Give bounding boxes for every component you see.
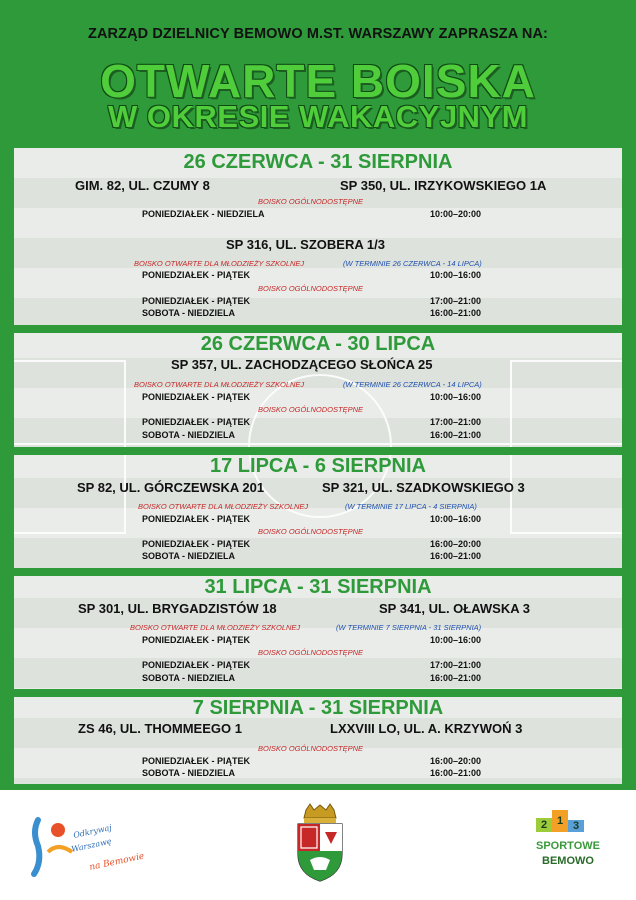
section-3-row3-day: SOBOTA - NIEDZIELA	[142, 551, 235, 561]
section-3-dates: 17 LIPCA - 6 SIERPNIA	[210, 455, 426, 477]
section-4-row2-day: PONIEDZIAŁEK - PIĄTEK	[142, 660, 251, 670]
section-1-youth-term: (W TERMINIE 26 CZERWCA - 14 LIPCA)	[343, 259, 482, 268]
section-2-youth-term: (W TERMINIE 26 CZERWCA - 14 LIPCA)	[343, 380, 482, 389]
svg-text:Odkrywaj: Odkrywaj	[72, 823, 113, 840]
section-1-public-label: BOISKO OGÓLNODOSTĘPNE	[258, 197, 364, 206]
section-2-row2-time: 17:00–21:00	[430, 417, 482, 427]
svg-text:na Bemowie: na Bemowie	[88, 851, 146, 873]
section-4-row1-time: 10:00–16:00	[430, 635, 482, 645]
section-1-row4-time: 16:00–21:00	[430, 308, 482, 318]
section-1-address-a: GIM. 82, UL. CZUMY 8	[75, 178, 210, 193]
sportowe-bemowo-logo	[528, 810, 608, 882]
section-4-row3-day: SOBOTA - NIEDZIELA	[142, 673, 235, 683]
section-3-row1-time: 10:00–16:00	[430, 514, 482, 524]
section-1-row4-day: SOBOTA - NIEDZIELA	[142, 308, 235, 318]
section-4-youth-term: (W TERMINIE 7 SIERPNIA - 31 SIERPNIA)	[336, 623, 482, 632]
section-5-dates: 7 SIERPNIA - 31 SIERPNIA	[192, 697, 444, 719]
section-5-row1-day: PONIEDZIAŁEK - PIĄTEK	[142, 756, 251, 766]
section-4-address-a: SP 301, UL. BRYGADZISTÓW 18	[78, 601, 277, 616]
podium-first: 1	[552, 810, 568, 832]
section-1-row1-time: 10:00–20:00	[430, 209, 482, 219]
section-divider	[14, 447, 622, 455]
main-subtitle: W OKRESIE WAKACYJNYM	[108, 99, 528, 134]
section-1-row1-day: PONIEDZIAŁEK - NIEDZIELA	[142, 209, 265, 219]
logo-text-bemowo: BEMOWO	[542, 855, 594, 867]
section-5-row2-time: 16:00–21:00	[430, 768, 482, 778]
section-3-row2-time: 16:00–20:00	[430, 539, 482, 549]
section-3-address-b: SP 321, UL. SZADKOWSKIEGO 3	[322, 480, 525, 495]
podium-third: 3	[568, 820, 584, 832]
section-2-public-label: BOISKO OGÓLNODOSTĘPNE	[258, 405, 364, 414]
pitch-center-circle	[248, 374, 392, 518]
logo-text-sportowe: SPORTOWE	[536, 840, 600, 852]
section-4-address-b: SP 341, UL. OŁAWSKA 3	[379, 601, 530, 616]
section-2-address-a: SP 357, UL. ZACHODZĄCEGO SŁOŃCA 25	[171, 357, 433, 372]
footer	[0, 790, 636, 900]
section-2-row3-day: SOBOTA - NIEDZIELA	[142, 430, 235, 440]
section-1-address-b: SP 350, UL. IRZYKOWSKIEGO 1A	[340, 178, 547, 193]
section-1-public-label-2: BOISKO OGÓLNODOSTĘPNE	[258, 284, 364, 293]
podium-second: 2	[536, 818, 552, 832]
section-4-row1-day: PONIEDZIAŁEK - PIĄTEK	[142, 635, 251, 645]
section-3-public-label: BOISKO OGÓLNODOSTĘPNE	[258, 527, 364, 536]
section-3-row1-day: PONIEDZIAŁEK - PIĄTEK	[142, 514, 251, 524]
bemowo-crest-icon	[292, 804, 348, 882]
section-4-row2-time: 17:00–21:00	[430, 660, 482, 670]
section-2-row1-day: PONIEDZIAŁEK - PIĄTEK	[142, 392, 251, 402]
section-4-public-label: BOISKO OGÓLNODOSTĘPNE	[258, 648, 364, 657]
section-5-address-b: LXXVIII LO, UL. A. KRZYWOŃ 3	[330, 721, 523, 736]
section-divider	[14, 568, 622, 576]
section-3-row2-day: PONIEDZIAŁEK - PIĄTEK	[142, 539, 251, 549]
section-divider	[14, 325, 622, 333]
section-3-youth-label: BOISKO OTWARTE DLA MŁODZIEŻY SZKOLNEJ	[138, 502, 309, 511]
section-1-address-c: SP 316, UL. SZOBERA 1/3	[226, 237, 385, 252]
section-5-row1-time: 16:00–20:00	[430, 756, 482, 766]
section-1-youth-label: BOISKO OTWARTE DLA MŁODZIEŻY SZKOLNEJ	[134, 259, 305, 268]
intro-text: ZARZĄD DZIELNICY BEMOWO M.ST. WARSZAWY ZAPRASZA NA:	[88, 26, 548, 42]
section-3-youth-term: (W TERMINIE 17 LIPCA - 4 SIERPNIA)	[345, 502, 477, 511]
svg-text:Warszawę: Warszawę	[70, 836, 113, 854]
section-1-dates: 26 CZERWCA - 31 SIERPNIA	[183, 151, 453, 173]
section-5-address-a: ZS 46, UL. THOMMEEGO 1	[78, 721, 242, 736]
section-5-row2-day: SOBOTA - NIEDZIELA	[142, 768, 235, 778]
section-4-youth-label: BOISKO OTWARTE DLA MŁODZIEŻY SZKOLNEJ	[130, 623, 301, 632]
section-2-row2-day: PONIEDZIAŁEK - PIĄTEK	[142, 417, 251, 427]
odkrywaj-warszawe-logo	[28, 812, 146, 880]
section-3-row3-time: 16:00–21:00	[430, 551, 482, 561]
section-5-public-label: BOISKO OGÓLNODOSTĘPNE	[258, 744, 364, 753]
section-1-row3-day: PONIEDZIAŁEK - PIĄTEK	[142, 296, 251, 306]
section-3-address-a: SP 82, UL. GÓRCZEWSKA 201	[77, 480, 265, 495]
section-1-row2-day: PONIEDZIAŁEK - PIĄTEK	[142, 270, 251, 280]
main-title: OTWARTE BOISKA	[100, 55, 536, 107]
section-2-row3-time: 16:00–21:00	[430, 430, 482, 440]
section-1-row3-time: 17:00–21:00	[430, 296, 482, 306]
section-2-dates: 26 CZERWCA - 30 LIPCA	[200, 333, 436, 355]
section-1-row2-time: 10:00–16:00	[430, 270, 482, 280]
section-4-row3-time: 16:00–21:00	[430, 673, 482, 683]
section-2-row1-time: 10:00–16:00	[430, 392, 482, 402]
section-divider	[14, 689, 622, 697]
section-2-youth-label: BOISKO OTWARTE DLA MŁODZIEŻY SZKOLNEJ	[134, 380, 305, 389]
section-4-dates: 31 LIPCA - 31 SIERPNIA	[204, 576, 432, 598]
